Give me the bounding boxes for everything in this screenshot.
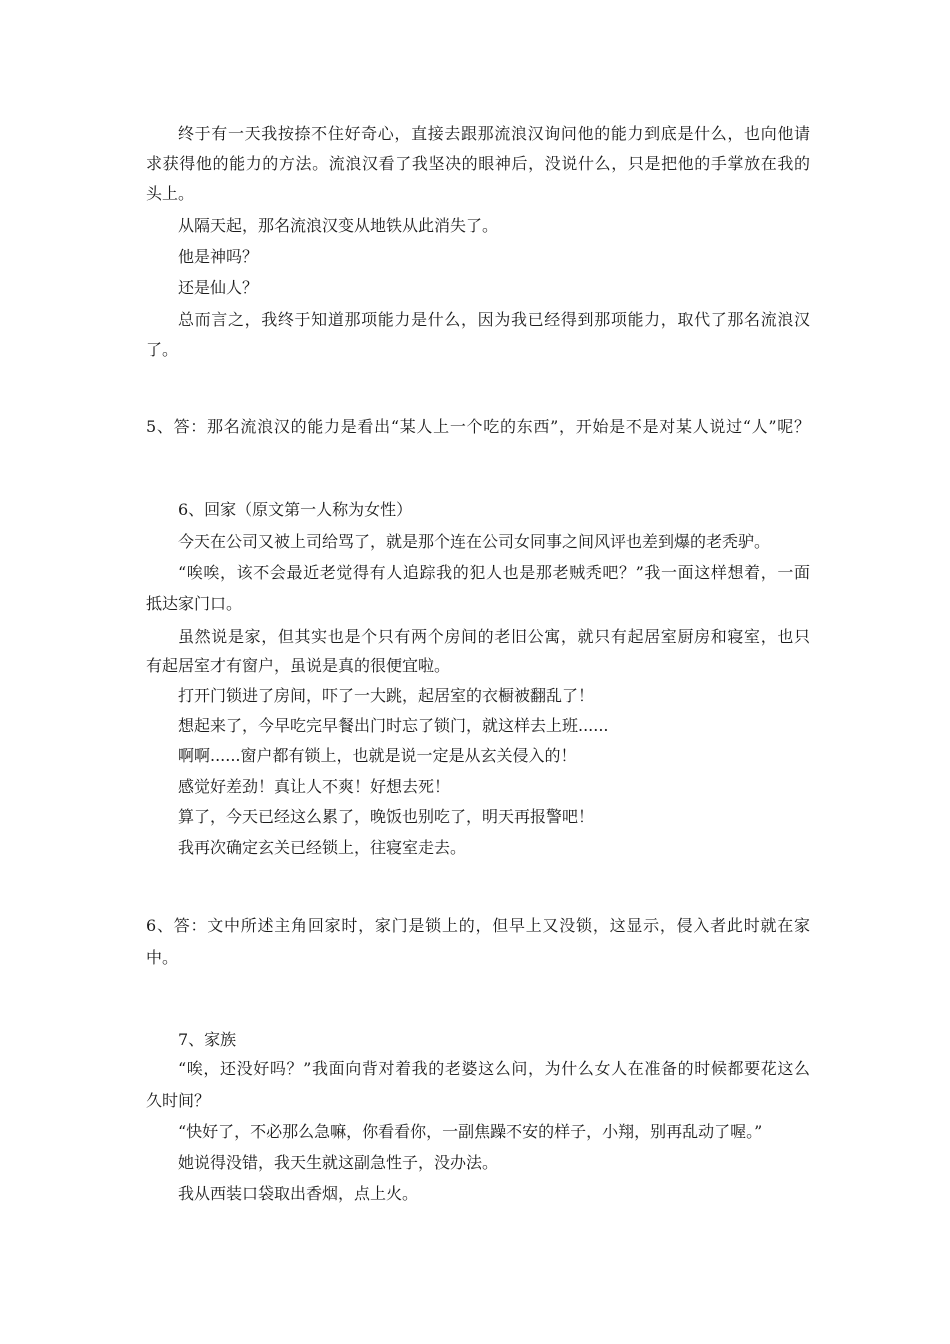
paragraph-line: 啊啊......窗户都有锁上，也就是说一定是从玄关侵入的！	[178, 746, 577, 765]
paragraph-line: 我再次确定玄关已经锁上，往寝室走去。	[178, 838, 467, 857]
paragraph-line: 他是神吗？	[178, 247, 259, 266]
paragraph-line: 总而言之，我终于知道那项能力是什么，因为我已经得到那项能力，取代了那名流浪汉	[178, 310, 810, 329]
answer-5: 5、答：那名流浪汉的能力是看出“某人上一个吃的东西”，开始是不是对某人说过“人”呢？	[146, 417, 810, 436]
paragraph-line: 有起居室才有窗户，虽说是真的很便宜啦。	[146, 656, 451, 675]
paragraph-line: 中。	[146, 948, 179, 967]
paragraph-line: 了。	[146, 340, 179, 359]
paragraph-line: 抵达家门口。	[146, 594, 243, 613]
paragraph-line: 我从西装口袋取出香烟，点上火。	[178, 1184, 419, 1203]
paragraph-line: “唉，还没好吗？”我面向背对着我的老婆这么问，为什么女人在准备的时候都要花这么	[178, 1059, 810, 1078]
paragraph-line: 求获得他的能力的方法。流浪汉看了我坚决的眼神后，没说什么，只是把他的手掌放在我的	[146, 154, 810, 173]
paragraph-line: 还是仙人？	[178, 278, 259, 297]
paragraph-line: 久时间？	[146, 1091, 211, 1110]
paragraph-line: 算了，今天已经这么累了，晚饭也别吃了，明天再报警吧！	[178, 807, 595, 826]
paragraph-line: 虽然说是家，但其实也是个只有两个房间的老旧公寓，就只有起居室厨房和寝室，也只	[178, 627, 810, 646]
paragraph-line: 终于有一天我按捺不住好奇心，直接去跟那流浪汉询问他的能力到底是什么，也向他请	[178, 124, 810, 143]
paragraph-line: 头上。	[146, 184, 195, 203]
paragraph-line: 感觉好差劲！真让人不爽！好想去死！	[178, 777, 451, 796]
paragraph-line: 打开门锁进了房间，吓了一大跳，起居室的衣橱被翻乱了！	[178, 686, 595, 705]
section-heading-7: 7、家族	[178, 1030, 237, 1049]
paragraph-line: “快好了，不必那么急嘛，你看看你，一副焦躁不安的样子，小翔，别再乱动了喔。”	[178, 1122, 763, 1141]
paragraph-line: “唉唉，该不会最近老觉得有人追踪我的犯人也是那老贼秃吧？”我一面这样想着，一面	[178, 563, 810, 582]
paragraph-line: 从隔天起，那名流浪汉变从地铁从此消失了。	[178, 216, 499, 235]
paragraph-line: 想起来了，今早吃完早餐出门时忘了锁门，就这样去上班......	[178, 716, 609, 735]
paragraph-line: 她说得没错，我天生就这副急性子，没办法。	[178, 1153, 499, 1172]
section-heading-6: 6、回家（原文第一人称为女性）	[178, 500, 413, 519]
answer-6: 6、答：文中所述主角回家时，家门是锁上的，但早上又没锁，这显示，侵入者此时就在家	[146, 916, 810, 935]
paragraph-line: 今天在公司又被上司给骂了，就是那个连在公司女同事之间风评也差到爆的老秃驴。	[178, 532, 771, 551]
